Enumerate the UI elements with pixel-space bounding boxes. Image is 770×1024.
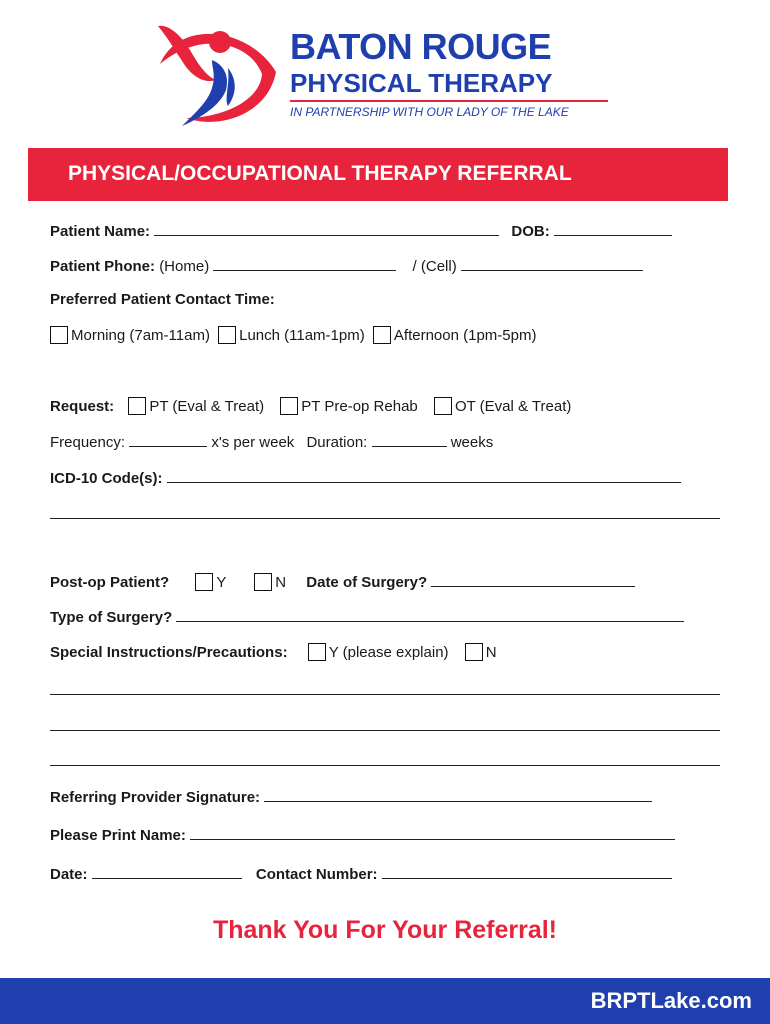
- brand-name: BATON ROUGE: [290, 26, 552, 67]
- contact-number-label: Contact Number:: [255, 866, 378, 883]
- lunch-checkbox[interactable]: [218, 326, 236, 344]
- cell-phone-label: / (Cell): [412, 258, 457, 275]
- date-field[interactable]: [92, 864, 242, 879]
- afternoon-label: Afternoon (1pm-5pm): [393, 327, 537, 344]
- special-instructions-line-2[interactable]: [50, 730, 720, 731]
- contact-time-options: [50, 326, 536, 344]
- patient-phone-label: Patient Phone:: [50, 258, 156, 275]
- brand-subtitle: PHYSICAL THERAPY: [290, 68, 553, 98]
- postop-label: Post-op Patient?: [50, 574, 170, 591]
- footer-bar: [0, 978, 770, 1024]
- per-week-label: x's per week: [211, 434, 295, 451]
- dob-field[interactable]: [554, 221, 672, 236]
- surgery-date-label: Date of Surgery?: [306, 574, 428, 591]
- icd-row: [50, 468, 681, 487]
- duration-field[interactable]: [372, 432, 447, 447]
- icd-label: ICD-10 Code(s):: [50, 470, 163, 487]
- form-title: PHYSICAL/OCCUPATIONAL THERAPY REFERRAL: [68, 162, 572, 185]
- icd-field[interactable]: [167, 468, 681, 483]
- morning-checkbox[interactable]: [50, 326, 68, 344]
- special-instructions-line-1[interactable]: [50, 694, 720, 695]
- pt-eval-checkbox[interactable]: [128, 397, 146, 415]
- ot-eval-label: OT (Eval & Treat): [454, 398, 572, 415]
- dob-label: DOB:: [511, 223, 550, 240]
- surgery-type-field[interactable]: [176, 607, 684, 622]
- print-name-row: [50, 825, 675, 844]
- surgery-type-label: Type of Surgery?: [50, 609, 173, 626]
- thank-you-message: Thank You For Your Referral!: [212, 916, 558, 944]
- home-phone-label: (Home): [159, 258, 210, 275]
- pt-preop-checkbox[interactable]: [280, 397, 298, 415]
- signature-field[interactable]: [264, 787, 652, 802]
- patient-name-row: [50, 221, 672, 240]
- special-instructions-label: Special Instructions/Precautions:: [50, 644, 288, 661]
- lunch-label: Lunch (11am-1pm): [239, 327, 365, 344]
- special-no-checkbox[interactable]: [465, 643, 483, 661]
- icd-field-line-2[interactable]: [50, 518, 720, 519]
- request-label: Request:: [50, 398, 115, 415]
- duration-label: Duration:: [306, 434, 368, 451]
- patient-name-field[interactable]: [154, 221, 499, 236]
- special-instructions-line-3[interactable]: [50, 765, 720, 766]
- home-phone-field[interactable]: [213, 256, 396, 271]
- postop-yes-label: Y: [216, 574, 227, 591]
- special-instructions-row: [50, 643, 497, 661]
- footer-url[interactable]: BRPTLake.com: [590, 988, 752, 1013]
- postop-row: [50, 572, 635, 591]
- signature-row: [50, 787, 652, 806]
- frequency-field[interactable]: [129, 432, 207, 447]
- postop-no-checkbox[interactable]: [254, 573, 272, 591]
- contact-time-label: Preferred Patient Contact Time:: [50, 291, 275, 308]
- patient-phone-row: [50, 256, 643, 275]
- brand-tagline: IN PARTNERSHIP WITH OUR LADY OF THE LAKE: [290, 105, 569, 119]
- special-yes-label: Y (please explain): [328, 644, 449, 661]
- special-yes-checkbox[interactable]: [308, 643, 326, 661]
- pt-preop-label: PT Pre-op Rehab: [301, 398, 418, 415]
- surgery-type-row: [50, 607, 684, 626]
- special-no-label: N: [485, 644, 497, 661]
- logo-icon: [150, 18, 278, 130]
- morning-label: Morning (7am-11am): [71, 327, 210, 344]
- print-name-label: Please Print Name:: [50, 827, 186, 844]
- request-row: [50, 397, 571, 415]
- afternoon-checkbox[interactable]: [373, 326, 391, 344]
- patient-name-label: Patient Name:: [50, 223, 151, 240]
- date-label: Date:: [50, 866, 88, 883]
- postop-no-label: N: [275, 574, 287, 591]
- weeks-label: weeks: [450, 434, 494, 451]
- frequency-row: [50, 432, 493, 451]
- print-name-field[interactable]: [190, 825, 675, 840]
- cell-phone-field[interactable]: [461, 256, 643, 271]
- title-banner: [28, 148, 728, 201]
- ot-eval-checkbox[interactable]: [434, 397, 452, 415]
- pt-eval-label: PT (Eval & Treat): [149, 398, 265, 415]
- signature-label: Referring Provider Signature:: [50, 789, 261, 806]
- brand-divider: [290, 100, 608, 102]
- postop-yes-checkbox[interactable]: [195, 573, 213, 591]
- contact-number-field[interactable]: [382, 864, 672, 879]
- date-contact-row: [50, 864, 672, 883]
- frequency-label: Frequency:: [50, 434, 126, 451]
- surgery-date-field[interactable]: [431, 572, 635, 587]
